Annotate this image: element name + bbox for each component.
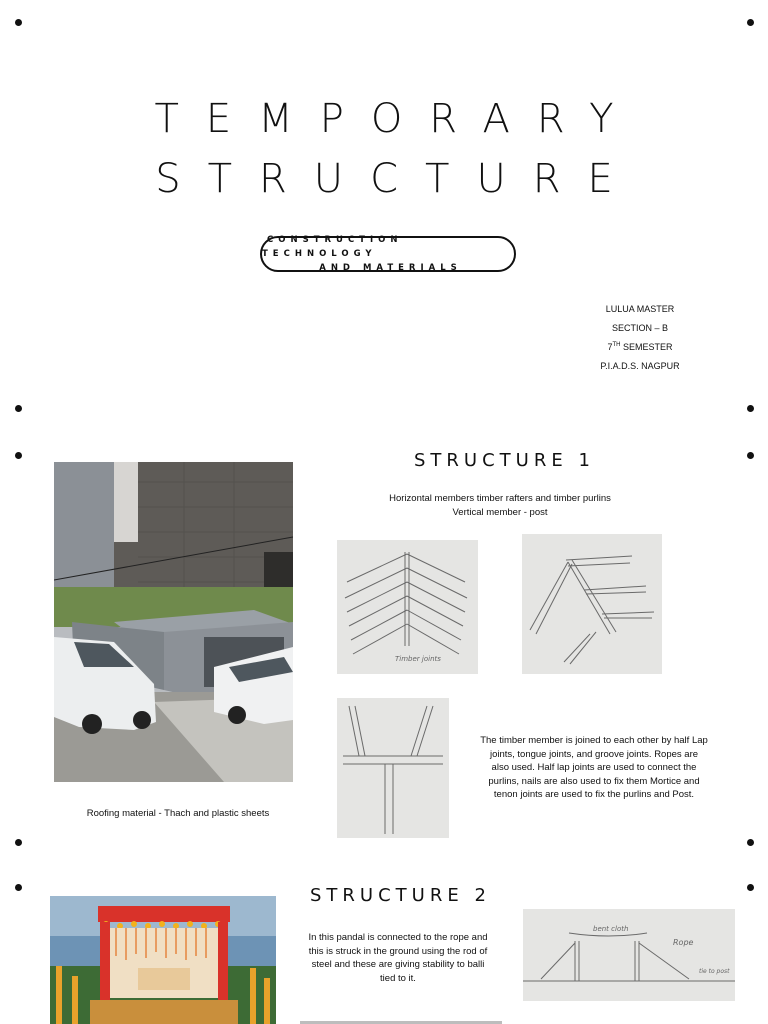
author-block <box>560 300 720 376</box>
subtitle-line-1: CONSTRUCTION TECHNOLOGY <box>262 235 403 259</box>
pandal-photo <box>50 896 276 1024</box>
author-name: LULUA MASTER <box>605 304 675 314</box>
corner-dot <box>747 19 754 26</box>
rafter-sketch <box>337 540 478 674</box>
shed-photo <box>54 462 293 782</box>
subtitle-line-2: AND MATERIALS <box>319 263 462 273</box>
page-title-line-2: STRUCTURE <box>155 156 640 202</box>
purlin-sketch <box>522 534 662 674</box>
corner-dot <box>747 884 754 891</box>
page-title-line-1: TEMPORARY <box>154 96 641 142</box>
post-joint-sketch <box>337 698 449 838</box>
pandal-sketch-label-post: tie to post <box>699 968 730 975</box>
joints-description: The timber member is joined to each other by half Lap joints, tongue joints, and groove joints. Ropes are also used. Half lap joints are used to connect the purlins, nails are also used to fix them Mortice and tenon joints are used to fix the purlins and Post. <box>480 735 708 800</box>
author-section: SECTION – B <box>611 323 668 333</box>
rafter-sketch-label: Timber joints <box>395 655 441 663</box>
roofing-caption: Roofing material - Thach and plastic sheets <box>86 808 270 819</box>
corner-dot <box>15 884 22 891</box>
corner-dot <box>15 405 22 412</box>
corner-dot <box>15 452 22 459</box>
author-semester: 7TH SEMESTER <box>607 342 673 352</box>
pandal-sketch-label-rope: Rope <box>673 938 694 947</box>
corner-dot <box>15 839 22 846</box>
author-institute: P.I.A.D.S. NAGPUR <box>600 361 680 371</box>
structure-1-members-caption: Horizontal members timber rafters and timber purlins Vertical member - post <box>389 493 611 518</box>
corner-dot <box>747 405 754 412</box>
subtitle-badge <box>260 236 516 272</box>
structure-2-heading: STRUCTURE 2 <box>310 885 491 906</box>
corner-dot <box>747 839 754 846</box>
corner-dot <box>15 19 22 26</box>
corner-dot <box>747 452 754 459</box>
pandal-rope-sketch <box>523 909 735 1001</box>
structure-1-heading: STRUCTURE 1 <box>414 450 595 471</box>
pandal-sketch-label-top: bent cloth <box>593 925 629 933</box>
structure-2-description: In this pandal is connected to the rope and this is struck in the ground using the rod of steel and these are giving stability to balli tied to it. <box>308 932 488 984</box>
